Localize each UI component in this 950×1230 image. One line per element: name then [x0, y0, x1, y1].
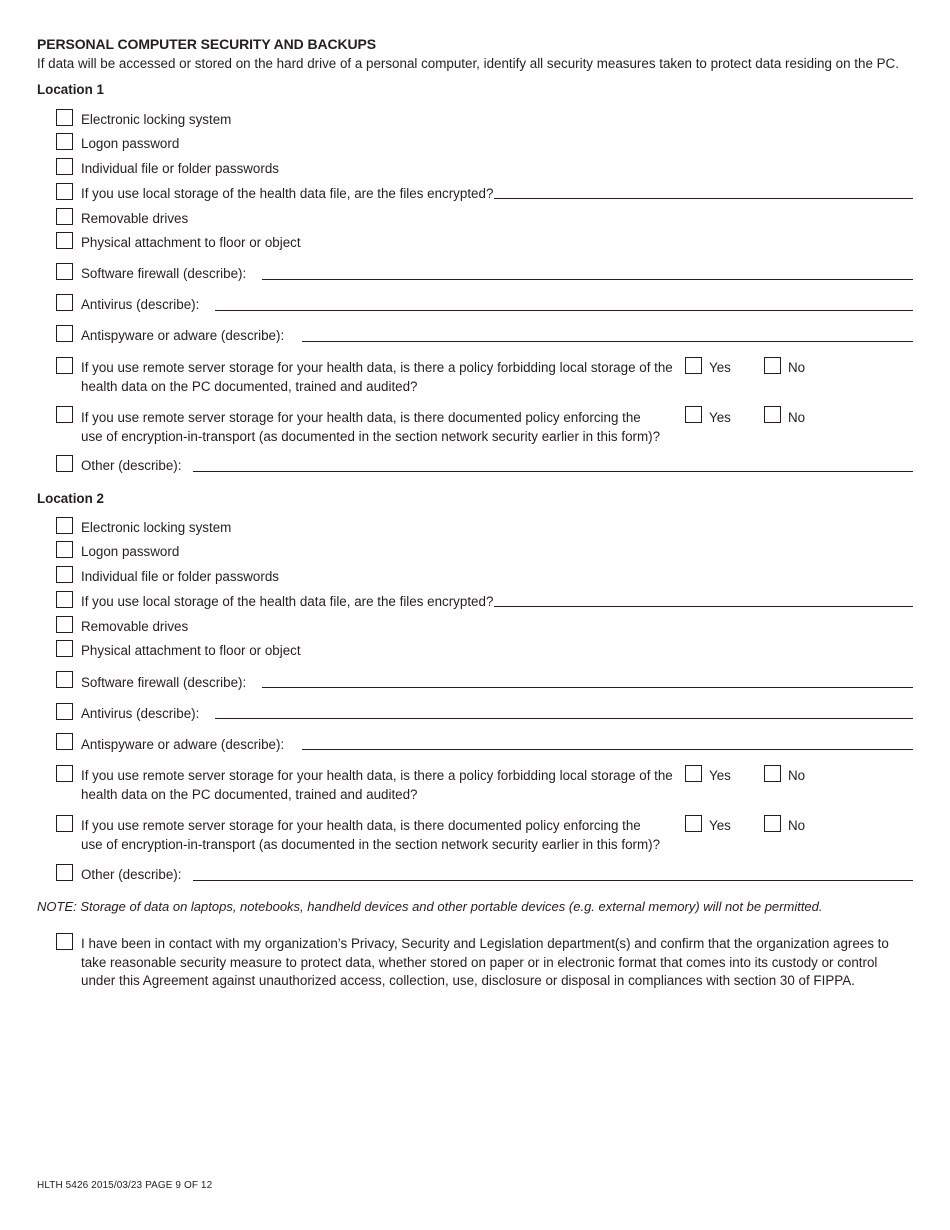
location-2-encrypted-answer-line[interactable]: [494, 606, 913, 607]
page-footer: HLTH 5426 2015/03/23 PAGE 9 OF 12: [37, 1180, 213, 1191]
location-2-antispyware-checkbox[interactable]: [56, 733, 73, 750]
location-1-other-checkbox[interactable]: [56, 455, 73, 472]
location-1-physical-label: Physical attachment to floor or object: [81, 235, 301, 250]
location-1-antivirus-answer-line[interactable]: [215, 310, 913, 311]
location-2-transport-policy-yes-checkbox[interactable]: [685, 815, 702, 832]
location-2-encrypted-checkbox[interactable]: [56, 591, 73, 608]
location-1-transport-policy-yes-checkbox[interactable]: [685, 406, 702, 423]
location-1-remote-policy-yes-label: Yes: [709, 360, 731, 375]
page-instruction: If data will be accessed or stored on the hard drive of a personal computer, identify all security measures taken to protect data residing on the PC.: [37, 56, 899, 71]
location-2-removable-label: Removable drives: [81, 619, 189, 634]
location-1-file-passwords-checkbox[interactable]: [56, 158, 73, 175]
agreement-checkbox[interactable]: [56, 933, 73, 950]
location-2-firewall-label: Software firewall (describe):: [81, 675, 247, 690]
location-2-transport-policy-line2: use of encryption-in-transport (as documented in the section network security earlier in this form)?: [81, 837, 661, 852]
location-1-firewall-label: Software firewall (describe):: [81, 266, 247, 281]
location-2-antispyware-label: Antispyware or adware (describe):: [81, 737, 285, 752]
location-2-physical-label: Physical attachment to floor or object: [81, 643, 301, 658]
location-2-removable-checkbox[interactable]: [56, 616, 73, 633]
location-2-transport-policy-no-label: No: [788, 818, 806, 833]
location-2-other-answer-line[interactable]: [193, 880, 913, 881]
location-1-firewall-checkbox[interactable]: [56, 263, 73, 280]
agreement-text: I have been in contact with my organization’s Privacy, Security and Legislation department(s) and confirm that the organization agrees to take reasonable security measure to protect data, whether stored on paper or in electronic format that comes into its custody or control under this Agreement against unauthorized access, collection, use, disclosure or disposal in compliances with section 30 of FIPPA.: [81, 936, 889, 988]
location-2-logon-password-label: Logon password: [81, 544, 180, 559]
location-2-other-label: Other (describe):: [81, 867, 182, 882]
location-1-transport-policy-yes-label: Yes: [709, 410, 731, 425]
location-2-remote-policy-line1: If you use remote server storage for your health data, is there a policy forbidding local storage of the: [81, 768, 673, 783]
location-2-remote-policy-yes-checkbox[interactable]: [685, 765, 702, 782]
location-2-firewall-checkbox[interactable]: [56, 671, 73, 688]
location-2-remote-policy-checkbox[interactable]: [56, 765, 73, 782]
location-1-remote-policy-no-label: No: [788, 360, 806, 375]
location-2-antivirus-checkbox[interactable]: [56, 703, 73, 720]
location-1-transport-policy-no-label: No: [788, 410, 806, 425]
location-1-transport-policy-line2: use of encryption-in-transport (as documented in the section network security earlier in this form)?: [81, 429, 661, 444]
location-2-file-passwords-checkbox[interactable]: [56, 566, 73, 583]
location-1-file-passwords-label: Individual file or folder passwords: [81, 161, 279, 176]
location-2-firewall-answer-line[interactable]: [262, 687, 913, 688]
location-2-transport-policy-yes-label: Yes: [709, 818, 731, 833]
portable-devices-note: NOTE: Storage of data on laptops, notebooks, handheld devices and other portable devices (e.g. external memory) will not be permitted.: [37, 899, 823, 914]
location-2-physical-checkbox[interactable]: [56, 640, 73, 657]
location-2-remote-policy-no-label: No: [788, 768, 806, 783]
location-2-electronic-locking-label: Electronic locking system: [81, 520, 232, 535]
location-1-logon-password-label: Logon password: [81, 136, 180, 151]
location-1-encrypted-label: If you use local storage of the health data file, are the files encrypted?: [81, 186, 494, 201]
location-1-remote-policy-checkbox[interactable]: [56, 357, 73, 374]
location-1-antispyware-label: Antispyware or adware (describe):: [81, 328, 285, 343]
location-1-antispyware-checkbox[interactable]: [56, 325, 73, 342]
location-1-antivirus-checkbox[interactable]: [56, 294, 73, 311]
location-2-logon-password-checkbox[interactable]: [56, 541, 73, 558]
location-2-transport-policy-line1: If you use remote server storage for your health data, is there documented policy enforcing the: [81, 818, 641, 833]
location-1-removable-label: Removable drives: [81, 211, 189, 226]
location-1-antivirus-label: Antivirus (describe):: [81, 297, 200, 312]
location-2-encrypted-label: If you use local storage of the health data file, are the files encrypted?: [81, 594, 494, 609]
location-1-other-answer-line[interactable]: [193, 471, 913, 472]
location-1-transport-policy-no-checkbox[interactable]: [764, 406, 781, 423]
location-2-transport-policy-no-checkbox[interactable]: [764, 815, 781, 832]
location-2-remote-policy-no-checkbox[interactable]: [764, 765, 781, 782]
location-1-remote-policy-line1: If you use remote server storage for your health data, is there a policy forbidding local storage of the: [81, 360, 673, 375]
location-2-other-checkbox[interactable]: [56, 864, 73, 881]
location-1-electronic-locking-checkbox[interactable]: [56, 109, 73, 126]
location-2-remote-policy-line2: health data on the PC documented, trained and audited?: [81, 787, 418, 802]
location-1-electronic-locking-label: Electronic locking system: [81, 112, 232, 127]
location-1-heading: Location 1: [37, 82, 104, 97]
location-1-encrypted-answer-line[interactable]: [494, 198, 913, 199]
location-1-physical-checkbox[interactable]: [56, 232, 73, 249]
page-title: PERSONAL COMPUTER SECURITY AND BACKUPS: [37, 36, 376, 52]
location-1-other-label: Other (describe):: [81, 458, 182, 473]
location-2-heading: Location 2: [37, 491, 104, 506]
location-1-transport-policy-line1: If you use remote server storage for your health data, is there documented policy enforcing the: [81, 410, 641, 425]
location-2-transport-policy-checkbox[interactable]: [56, 815, 73, 832]
location-1-encrypted-checkbox[interactable]: [56, 183, 73, 200]
location-1-remote-policy-line2: health data on the PC documented, trained and audited?: [81, 379, 418, 394]
location-2-antispyware-answer-line[interactable]: [302, 749, 913, 750]
location-1-remote-policy-no-checkbox[interactable]: [764, 357, 781, 374]
location-1-transport-policy-checkbox[interactable]: [56, 406, 73, 423]
location-1-firewall-answer-line[interactable]: [262, 279, 913, 280]
location-1-remote-policy-yes-checkbox[interactable]: [685, 357, 702, 374]
location-1-logon-password-checkbox[interactable]: [56, 133, 73, 150]
location-1-removable-checkbox[interactable]: [56, 208, 73, 225]
location-1-antispyware-answer-line[interactable]: [302, 341, 913, 342]
location-2-remote-policy-yes-label: Yes: [709, 768, 731, 783]
location-2-antivirus-answer-line[interactable]: [215, 718, 913, 719]
location-2-file-passwords-label: Individual file or folder passwords: [81, 569, 279, 584]
location-2-antivirus-label: Antivirus (describe):: [81, 706, 200, 721]
location-2-electronic-locking-checkbox[interactable]: [56, 517, 73, 534]
